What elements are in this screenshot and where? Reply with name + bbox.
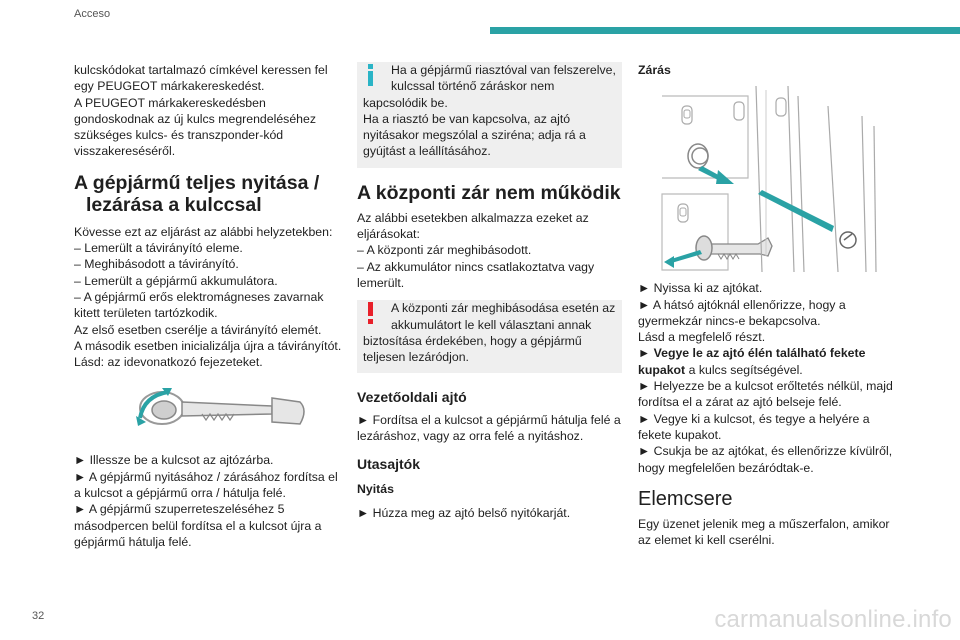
step-line: ► A gépjármű szuperreteszeléséhez 5 — [74, 502, 285, 517]
step-line: ► Helyezze be a kulcsot erőltetés nélkül, majd — [638, 379, 893, 394]
step-line: kupakot a kulcs segítségével. — [638, 362, 803, 377]
warning-line: biztosítása érdekében, hogy a gépjármű — [363, 333, 582, 348]
column-2 — [357, 62, 622, 521]
info-line: kulcssal történő záráskor nem — [391, 79, 555, 94]
intro-line: gondoskodnak az új kulcs megrendeléséhez — [74, 111, 316, 126]
step-line: ► Nyissa ki az ajtókat. — [638, 281, 763, 296]
warning-line: teljesen lezáródjon. — [363, 350, 469, 365]
warning-box — [357, 300, 622, 373]
minor-heading: Nyitás — [357, 481, 394, 496]
body-line: – Lemerült a gépjármű akkumulátora. — [74, 273, 278, 288]
info-line: gyújtást a leállításához. — [363, 144, 491, 159]
door-edge-cap-panel — [662, 96, 748, 184]
body-line: kitett területen tartózkodik. — [74, 306, 218, 321]
intro-line: szükséges kulcs- és transzponder-kód — [74, 128, 284, 143]
minor-heading: Zárás — [638, 63, 671, 77]
step-line: fordítsa el a zárat az ajtó belseje felé. — [638, 395, 842, 410]
body-line: – Meghibásodott a távirányító. — [74, 257, 239, 272]
body-line: ► Fordítsa el a kulcsot a gépjármű hátulja felé a — [357, 412, 621, 427]
column-1 — [74, 62, 346, 550]
step-line: ► A hátsó ajtóknál ellenőrizze, hogy a — [638, 297, 846, 312]
step-line: ► Vegye ki a kulcsot, és tegye a helyére a — [638, 411, 870, 426]
info-line: Ha a riasztó be van kapcsolva, az ajtó — [363, 111, 571, 126]
body-line: – A központi zár meghibásodott. — [357, 243, 532, 258]
body-line: Lásd: az idevonatkozó fejezeteket. — [74, 355, 263, 370]
warning-icon — [366, 302, 375, 326]
body-line: Az első esetben cserélje a távirányító elemét. — [74, 322, 322, 337]
body-line: A második esetben inicializálja újra a távirányítót. — [74, 338, 342, 353]
section-heading: A központi zár nem működik — [357, 181, 621, 204]
step-line: gyermekzár nincs-e bekapcsolva. — [638, 313, 821, 328]
intro-line: egy PEUGEOT márkakereskedést. — [74, 79, 265, 94]
header-title: Acceso — [74, 8, 111, 20]
watermark: carmanualsonline.info — [714, 606, 952, 633]
body-line: – A gépjármű erős elektromágneses zavarnak — [74, 289, 324, 304]
warning-line: A központi zár meghibásodása esetén az — [391, 301, 616, 316]
step-line: a kulcsot a gépjármű orra / hátulja felé. — [74, 486, 286, 501]
body-line: az elemet ki kell cserélni. — [638, 533, 775, 548]
info-box — [357, 62, 622, 168]
page-number: 32 — [32, 610, 45, 622]
step-line: ► A gépjármű nyitásához / zárásához fordítsa el — [74, 469, 338, 484]
header-accent-bar — [490, 27, 960, 34]
body-line: Az alábbi esetekben alkalmazza ezeket az — [357, 210, 589, 225]
intro-line: A PEUGEOT márkakereskedésben — [74, 95, 266, 110]
body-line: Kövesse ezt az eljárást az alábbi helyzetekben: — [74, 224, 333, 239]
info-line: nyitásakor megszólal a sziréna; adja rá a — [363, 128, 586, 143]
step-line: Lásd a megfelelő részt. — [638, 330, 766, 345]
subsection-heading: Utasajtók — [357, 456, 421, 473]
intro-line: kulcskódokat tartalmazó címkével keressen fel — [74, 63, 328, 77]
step-line: gépjármű hátulja felé. — [74, 534, 192, 549]
body-line: ► Húzza meg az ajtó belső nyitókarját. — [357, 505, 571, 520]
step-line: hogy megfelelően bezáródtak-e. — [638, 460, 814, 475]
door-edge — [756, 86, 876, 272]
info-line: Ha a gépjármű riasztóval van felszerelve, — [391, 63, 616, 77]
key-in-lock-illustration — [74, 370, 346, 446]
body-line: – Az akkumulátor nincs csatlakoztatva vagy — [357, 259, 595, 274]
section-heading: Elemcsere — [638, 487, 733, 510]
body-line: lezáráshoz, vagy az orra felé a nyitáshoz. — [357, 429, 584, 444]
step-line: ► Vegye le az ajtó élén található fekete — [638, 346, 866, 361]
step-line: ► Illessze be a kulcsot az ajtózárba. — [74, 453, 274, 468]
step-line: másodpercen belül fordítsa el a kulcsot újra a — [74, 518, 322, 533]
body-line: – Lemerült a távirányító eleme. — [74, 241, 243, 256]
intro-line: visszakereséséről. — [74, 144, 176, 159]
section-heading: A gépjármű teljes nyitása / lezárása a kulccsal — [74, 171, 320, 216]
body-line: Egy üzenet jelenik meg a műszerfalon, amikor — [638, 516, 890, 531]
body-line: lemerült. — [357, 275, 405, 290]
warning-line: akkumulátort le kell választani annak — [391, 317, 592, 332]
step-line: ► Csukja be az ajtókat, és ellenőrizze kívülről, — [638, 444, 893, 459]
info-line: kapcsolódik be. — [363, 95, 448, 110]
column-3 — [638, 62, 898, 548]
door-lock-illustration — [638, 86, 898, 272]
door-key-turn-panel — [662, 194, 772, 270]
info-icon — [366, 64, 375, 88]
subsection-heading: Vezetőoldali ajtó — [357, 389, 467, 406]
step-line: fekete kupakot. — [638, 427, 722, 442]
body-line: eljárásokat: — [357, 227, 420, 242]
